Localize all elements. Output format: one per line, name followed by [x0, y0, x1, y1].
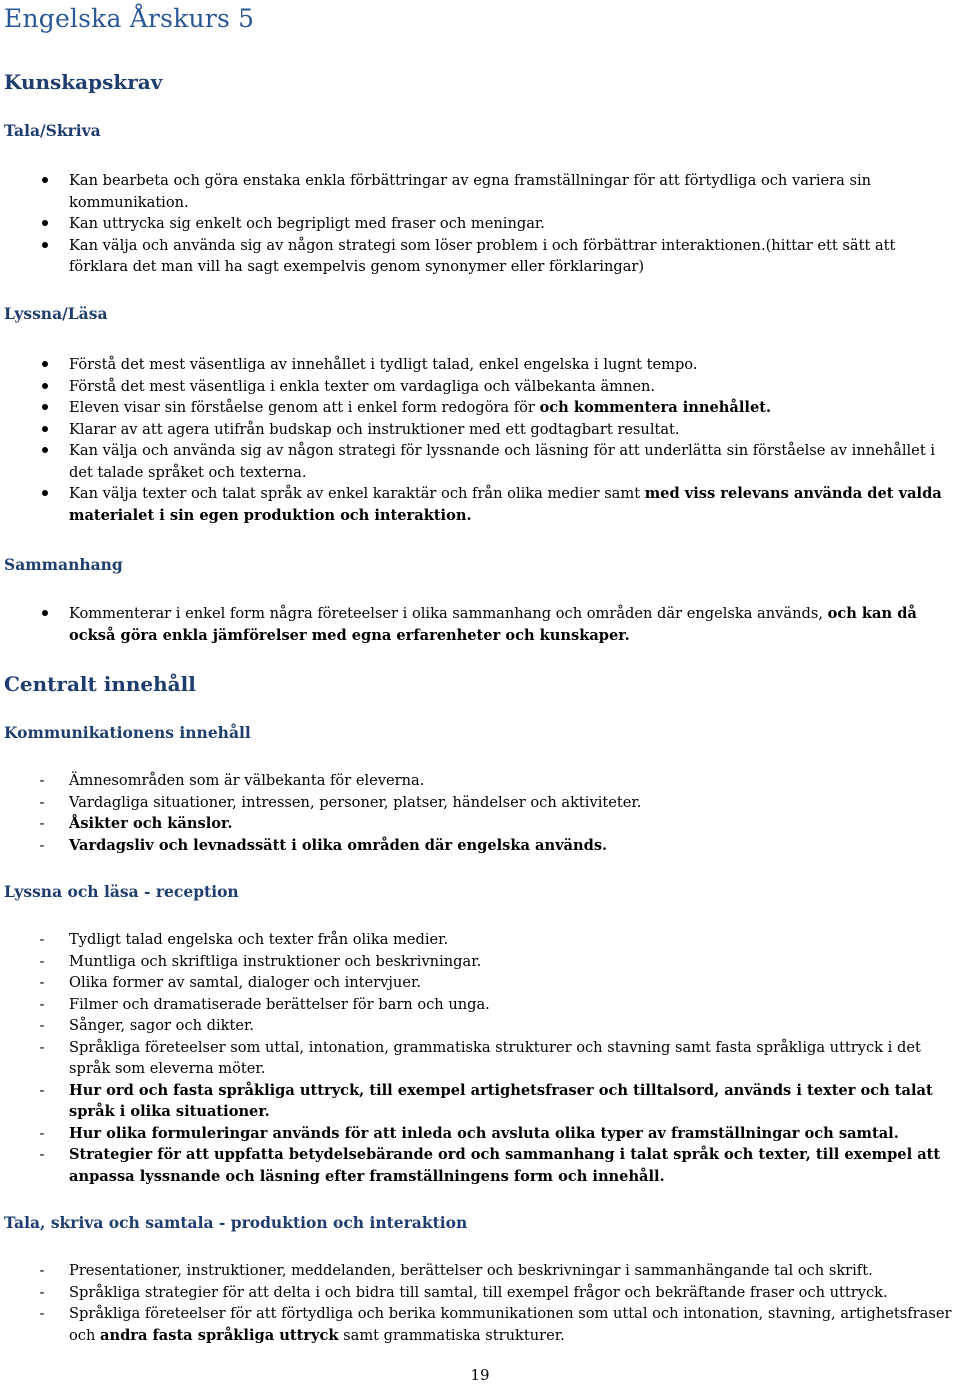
list-item: - Ämnesområden som är välbekanta för eleverna. — [4, 770, 958, 792]
bullet-icon — [37, 483, 53, 505]
list-kommunikation — [4, 770, 958, 856]
dash-icon: - — [39, 1262, 45, 1279]
list-item: - Hur olika formuleringar används för att inleda och avsluta olika typer av framställningar och samtal. — [4, 1123, 958, 1145]
list-tala-skriva — [4, 170, 958, 278]
list-item: - Olika former av samtal, dialoger och intervjuer. — [4, 972, 958, 994]
list-item: Klarar av att agera utifrån budskap och instruktioner med ett godtagbart resultat. — [4, 419, 958, 441]
list-item: - Språkliga företeelser som uttal, intonation, grammatiska strukturer och stavning samt fasta språkliga uttryck i det språk som eleverna möter. — [4, 1037, 958, 1080]
heading-sammanhang: Sammanhang — [4, 555, 123, 574]
dash-icon: - — [39, 1146, 45, 1163]
list-item: Förstå det mest väsentliga av innehållet i tydligt talad, enkel engelska i lugnt tempo. — [4, 354, 958, 376]
list-item: Kan uttrycka sig enkelt och begripligt med fraser och meningar. — [4, 213, 958, 235]
dash-icon: - — [39, 995, 45, 1013]
heading-centralt-innehall: Centralt innehåll — [4, 672, 196, 696]
bullet-icon — [37, 235, 53, 257]
dash-icon: - — [39, 1017, 45, 1034]
list-item: Kan bearbeta och göra enstaka enkla förbättringar av egna framställningar för att förtydliga och variera sin kommunikation. — [4, 170, 958, 213]
list-item: - Strategier för att uppfatta betydelsebärande ord och sammanhang i talat språk och texter, till exempel att anpassa lyssnande och läsning efter framställningens form och innehåll. — [4, 1144, 958, 1187]
dash-icon: - — [39, 1124, 45, 1142]
list-item: - Sånger, sagor och dikter. — [4, 1015, 958, 1037]
list-lyssna-lasa — [4, 354, 958, 526]
heading-lyssna-lasa: Lyssna/Läsa — [4, 304, 108, 323]
page-number: 19 — [470, 1366, 490, 1384]
list-item: Kan välja och använda sig av någon strategi som löser problem i och förbättrar interaktionen.(hittar ett sätt att förklara det man vill ha sagt exempelvis genom synonymer eller förklaringar) — [4, 235, 958, 278]
list-reception — [4, 929, 958, 1187]
list-item: Kan välja texter och talat språk av enkel karaktär och från olika medier samt med viss relevans använda det valda materialet i sin egen produktion och interaktion. — [4, 483, 958, 526]
list-item: - Presentationer, instruktioner, meddelanden, berättelser och beskrivningar i sammanhängande tal och skrift. — [4, 1260, 958, 1282]
dash-icon: - — [39, 793, 45, 811]
bullet-icon — [37, 419, 53, 441]
dash-icon: - — [39, 974, 45, 991]
dash-icon: - — [39, 815, 45, 832]
heading-kunskapskrav: Kunskapskrav — [4, 70, 163, 94]
bullet-icon — [37, 397, 53, 419]
list-item: Förstå det mest väsentliga i enkla texter om vardagliga och välbekanta ämnen. — [4, 376, 958, 398]
list-produktion — [4, 1260, 958, 1346]
list-item: - Tydligt talad engelska och texter från olika medier. — [4, 929, 958, 951]
list-item: - Vardagliga situationer, intressen, personer, platser, händelser och aktiviteter. — [4, 792, 958, 814]
dash-icon: - — [39, 1081, 45, 1099]
dash-icon: - — [39, 772, 45, 789]
bullet-icon — [37, 376, 53, 398]
list-item: - Vardagsliv och levnadssätt i olika områden där engelska används. — [4, 835, 958, 857]
dash-icon: - — [39, 931, 45, 948]
dash-icon: - — [39, 1305, 45, 1322]
dash-icon: - — [39, 1283, 45, 1301]
heading-produktion: Tala, skriva och samtala - produktion och interaktion — [4, 1213, 468, 1232]
list-item: - Hur ord och fasta språkliga uttryck, till exempel artighetsfraser och tilltalsord, används i texter och talat språk i olika situationer. — [4, 1080, 958, 1123]
heading-kommunikationens-innehall: Kommunikationens innehåll — [4, 723, 251, 742]
list-item: Kommenterar i enkel form några företeelser i olika sammanhang och områden där engelska används, och kan då också göra enkla jämförelser med egna erfarenheter och kunskaper. — [4, 603, 958, 646]
list-item: Kan välja och använda sig av någon strategi för lyssnande och läsning för att underlätta sin förståelse av innehållet i det talade språket och texterna. — [4, 440, 958, 483]
heading-reception: Lyssna och läsa - reception — [4, 882, 239, 901]
list-item: - Språkliga företeelser för att förtydliga och berika kommunikationen som uttal och intonation, stavning, artighetsfraser och andra fasta språkliga uttryck samt grammatiska strukturer. — [4, 1303, 958, 1346]
heading-tala-skriva: Tala/Skriva — [4, 121, 101, 140]
bullet-icon — [37, 440, 53, 462]
list-item: Eleven visar sin förståelse genom att i enkel form redogöra för och kommentera innehållet. — [4, 397, 958, 419]
bullet-icon — [37, 170, 53, 192]
list-item: - Filmer och dramatiserade berättelser för barn och unga. — [4, 994, 958, 1016]
dash-icon: - — [39, 952, 45, 970]
document-title: Engelska Årskurs 5 — [4, 4, 255, 33]
bullet-icon — [37, 354, 53, 376]
list-item: - Åsikter och känslor. — [4, 813, 958, 835]
bullet-icon — [37, 603, 53, 625]
dash-icon: - — [39, 1038, 45, 1056]
list-item: - Språkliga strategier för att delta i och bidra till samtal, till exempel frågor och bekräftande fraser och uttryck. — [4, 1282, 958, 1304]
list-sammanhang — [4, 603, 958, 646]
bullet-icon — [37, 213, 53, 235]
dash-icon: - — [39, 836, 45, 854]
list-item: - Muntliga och skriftliga instruktioner och beskrivningar. — [4, 951, 958, 973]
